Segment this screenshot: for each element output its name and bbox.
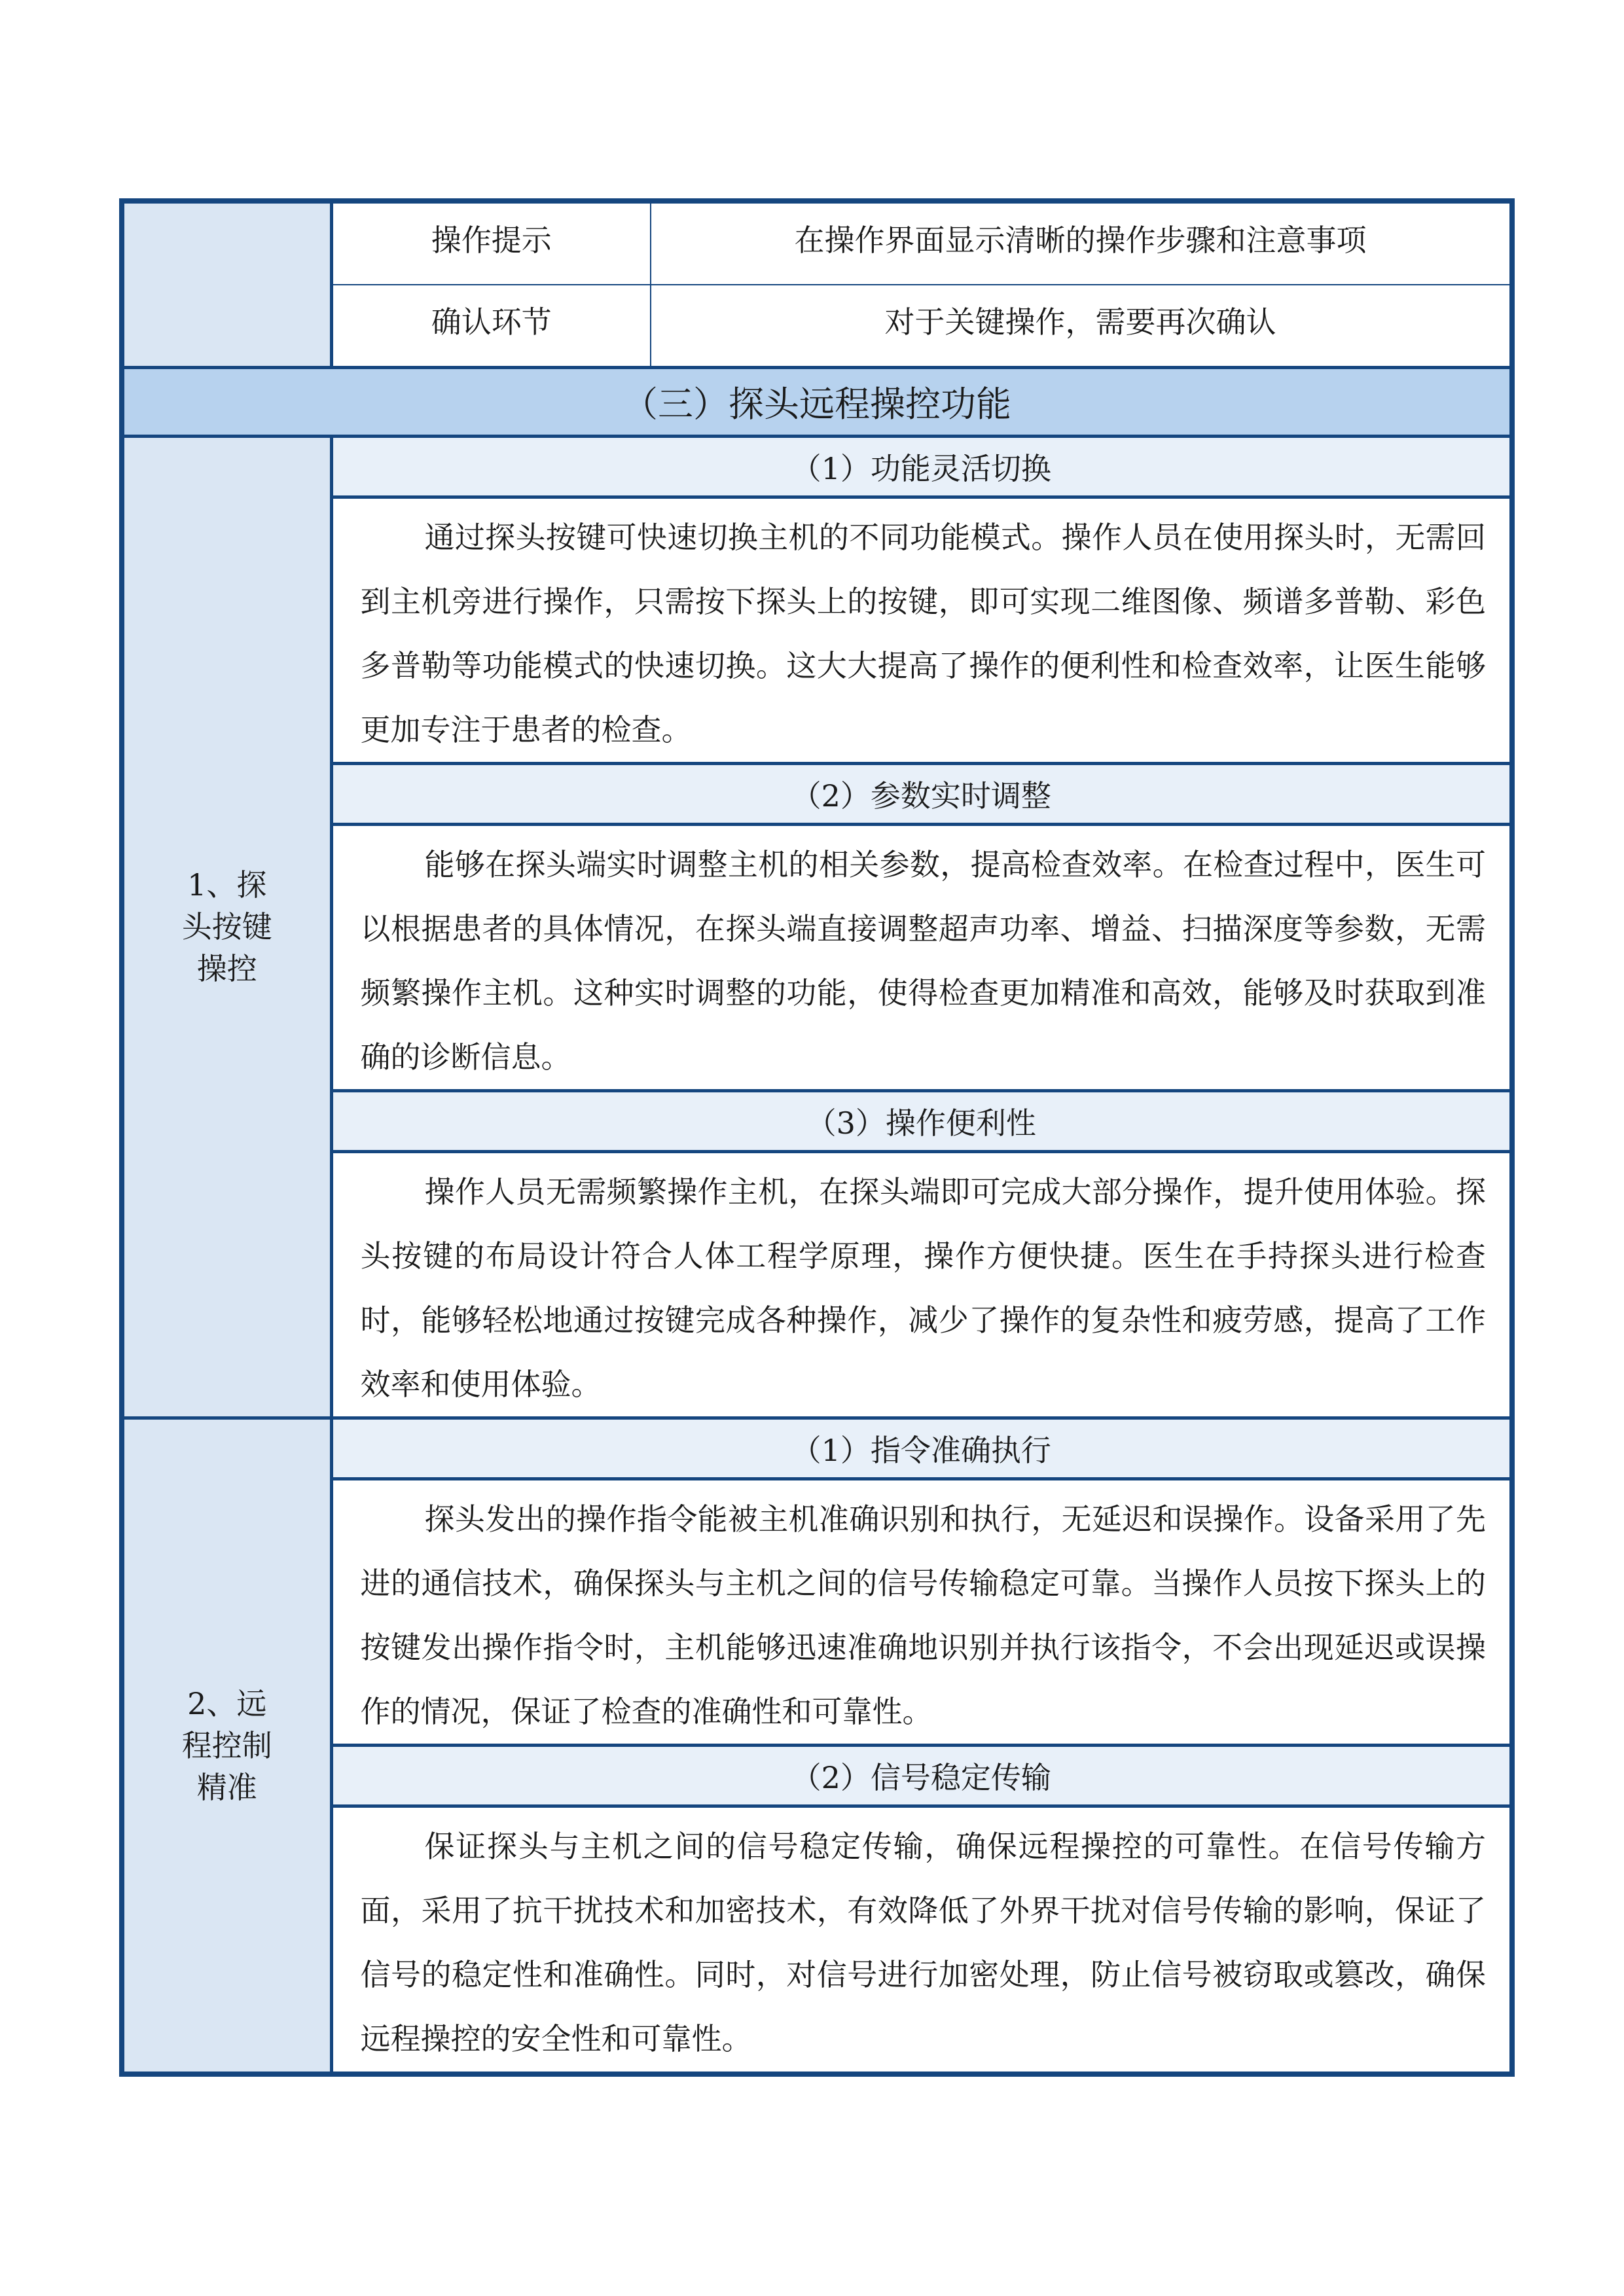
group-title — [122, 1418, 331, 2074]
group-title-text: 1、探头按键操控 — [181, 867, 272, 986]
left-cell-empty — [122, 201, 331, 367]
group-title-text: 2、远程控制精准 — [181, 1685, 272, 1805]
paragraph: 操作人员无需频繁操作主机，在探头端即可完成大部分操作，提升使用体验。探头按键的布局设计符合人体工程学原理，操作方便快捷。医生在手持探头进行检查时，能够轻松地通过按键完成各种操作，减少了操作的复杂性和疲劳感，提高了工作效率和使用体验。 — [331, 1151, 1512, 1418]
subheading: （3）操作便利性 — [331, 1090, 1512, 1151]
paragraph: 能够在探头端实时调整主机的相关参数，提高检查效率。在检查过程中，医生可以根据患者的具体情况，在探头端直接调整超声功率、增益、扫描深度等参数，无需频繁操作主机。这种实时调整的功能，使得检查更加精准和高效，能够及时获取到准确的诊断信息。 — [331, 824, 1512, 1090]
row-label: 确认环节 — [331, 285, 651, 367]
subheading: （2）信号稳定传输 — [331, 1745, 1512, 1806]
subheading: （1）指令准确执行 — [331, 1418, 1512, 1479]
row-label: 操作提示 — [331, 201, 651, 285]
paragraph: 通过探头按键可快速切换主机的不同功能模式。操作人员在使用探头时，无需回到主机旁进行操作，只需按下探头上的按键，即可实现二维图像、频谱多普勒、彩色多普勒等功能模式的快速切换。这大大提高了操作的便利性和检查效率，让医生能够更加专注于患者的检查。 — [331, 497, 1512, 763]
feature-table — [119, 198, 1515, 2077]
group-title — [122, 436, 331, 1418]
row-value: 在操作界面显示清晰的操作步骤和注意事项 — [651, 201, 1512, 285]
row-value: 对于关键操作，需要再次确认 — [651, 285, 1512, 367]
paragraph: 探头发出的操作指令能被主机准确识别和执行，无延迟和误操作。设备采用了先进的通信技术，确保探头与主机之间的信号传输稳定可靠。当操作人员按下探头上的按键发出操作指令时，主机能够迅速准确地识别并执行该指令，不会出现延迟或误操作的情况，保证了检查的准确性和可靠性。 — [331, 1479, 1512, 1745]
paragraph: 保证探头与主机之间的信号稳定传输，确保远程操控的可靠性。在信号传输方面，采用了抗干扰技术和加密技术，有效降低了外界干扰对信号传输的影响，保证了信号的稳定性和准确性。同时，对信号进行加密处理，防止信号被窃取或篡改，确保远程操控的安全性和可靠性。 — [331, 1806, 1512, 2074]
subheading: （2）参数实时调整 — [331, 763, 1512, 824]
subheading: （1）功能灵活切换 — [331, 436, 1512, 497]
section-title: （三）探头远程操控功能 — [122, 367, 1512, 436]
